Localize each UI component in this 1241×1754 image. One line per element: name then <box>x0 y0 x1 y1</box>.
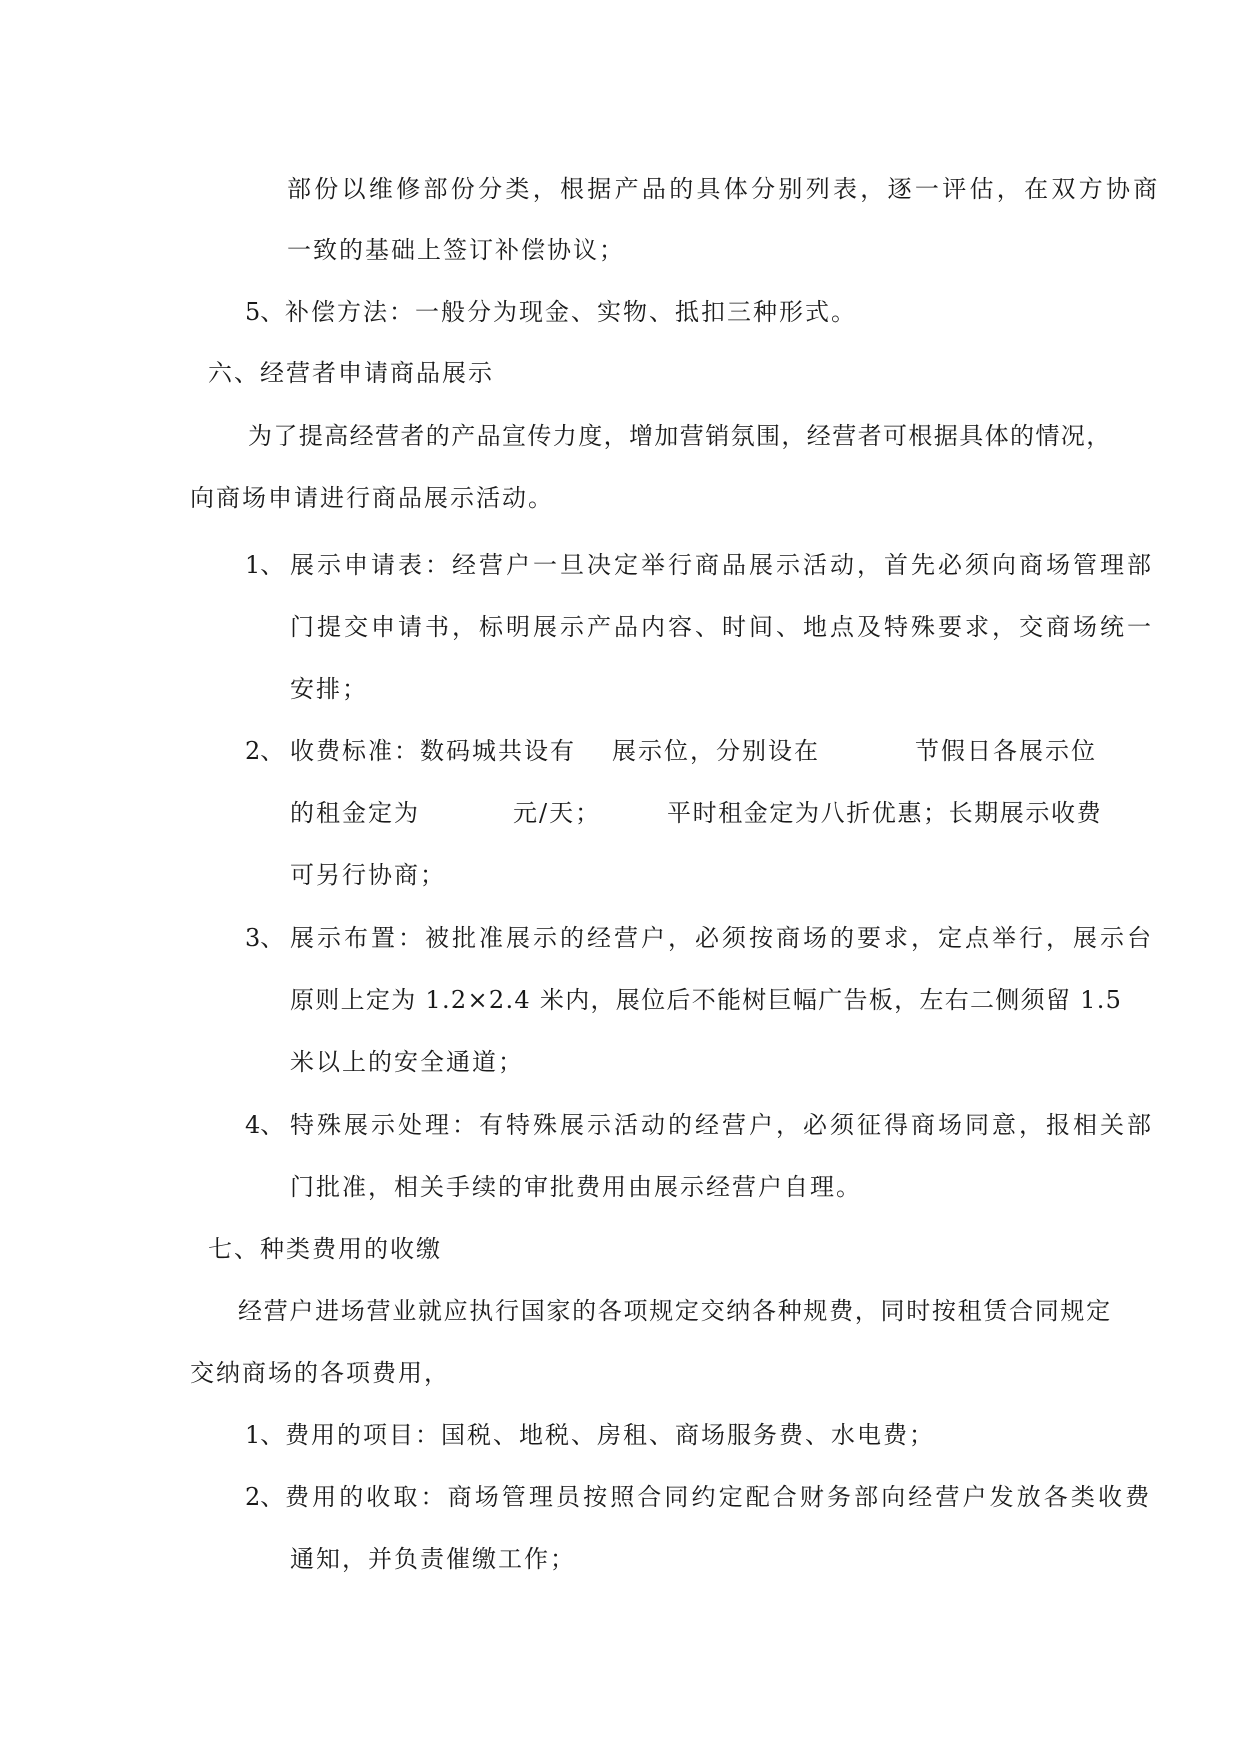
list-item-text: 补偿方法：一般分为现金、实物、抵扣三种形式。 <box>285 298 857 326</box>
list-item-text: 展示布置：被批准展示的经营户，必须按商场的要求，定点举行，展示台 <box>290 924 1154 952</box>
paragraph-line: 部份以维修部份分类，根据产品的具体分别列表，逐一评估，在双方协商 <box>287 175 1161 203</box>
section-heading: 七、种类费用的收缴 <box>208 1235 442 1263</box>
list-number: 4、 <box>245 1111 285 1139</box>
list-item-text: 的租金定为 <box>290 799 420 827</box>
list-item-text: 原则上定为 1.2×2.4 米内，展位后不能树巨幅广告板，左右二侧须留 1.5 <box>290 986 1123 1014</box>
list-number: 1、 <box>245 1421 285 1449</box>
list-item-text: 米以上的安全通道； <box>290 1048 524 1076</box>
paragraph-line: 经营户进场营业就应执行国家的各项规定交纳各种规费，同时按租赁合同规定 <box>238 1297 1112 1325</box>
list-item-text: 通知，并负责催缴工作； <box>290 1545 576 1573</box>
list-item-text: 元/天； <box>513 799 602 827</box>
paragraph-line: 一致的基础上签订补偿协议； <box>287 236 625 264</box>
list-item-text: 展示申请表：经营户一旦决定举行商品展示活动，首先必须向商场管理部 <box>290 551 1154 579</box>
list-number: 2、 <box>245 1483 285 1511</box>
paragraph-line: 向商场申请进行商品展示活动。 <box>190 484 554 512</box>
list-item-text: 安排； <box>290 675 368 703</box>
list-item-text: 费用的收取：商场管理员按照合同约定配合财务部向经营户发放各类收费 <box>285 1483 1153 1511</box>
list-number: 3、 <box>245 924 285 952</box>
list-item-text: 节假日各展示位 <box>915 737 1097 765</box>
paragraph-line: 为了提高经营者的产品宣传力度，增加营销氛围，经营者可根据具体的情况， <box>248 422 1112 450</box>
list-number: 5、 <box>245 298 285 326</box>
list-number: 1、 <box>245 551 285 579</box>
list-item-text: 门批准，相关手续的审批费用由展示经营户自理。 <box>290 1173 862 1201</box>
list-item-text: 展示位，分别设在 <box>612 737 820 765</box>
list-number: 2、 <box>245 737 285 765</box>
list-item-text: 费用的项目：国税、地税、房租、商场服务费、水电费； <box>285 1421 935 1449</box>
list-item-text: 平时租金定为八折优惠；长期展示收费 <box>667 799 1103 827</box>
section-heading: 六、经营者申请商品展示 <box>208 359 494 387</box>
list-item-text: 收费标准：数码城共设有 <box>290 737 576 765</box>
list-item-text: 可另行协商； <box>290 861 446 889</box>
list-item-text: 门提交申请书，标明展示产品内容、时间、地点及特殊要求，交商场统一 <box>290 613 1154 641</box>
list-item-text: 特殊展示处理：有特殊展示活动的经营户，必须征得商场同意，报相关部 <box>290 1111 1154 1139</box>
paragraph-line: 交纳商场的各项费用， <box>190 1359 450 1387</box>
